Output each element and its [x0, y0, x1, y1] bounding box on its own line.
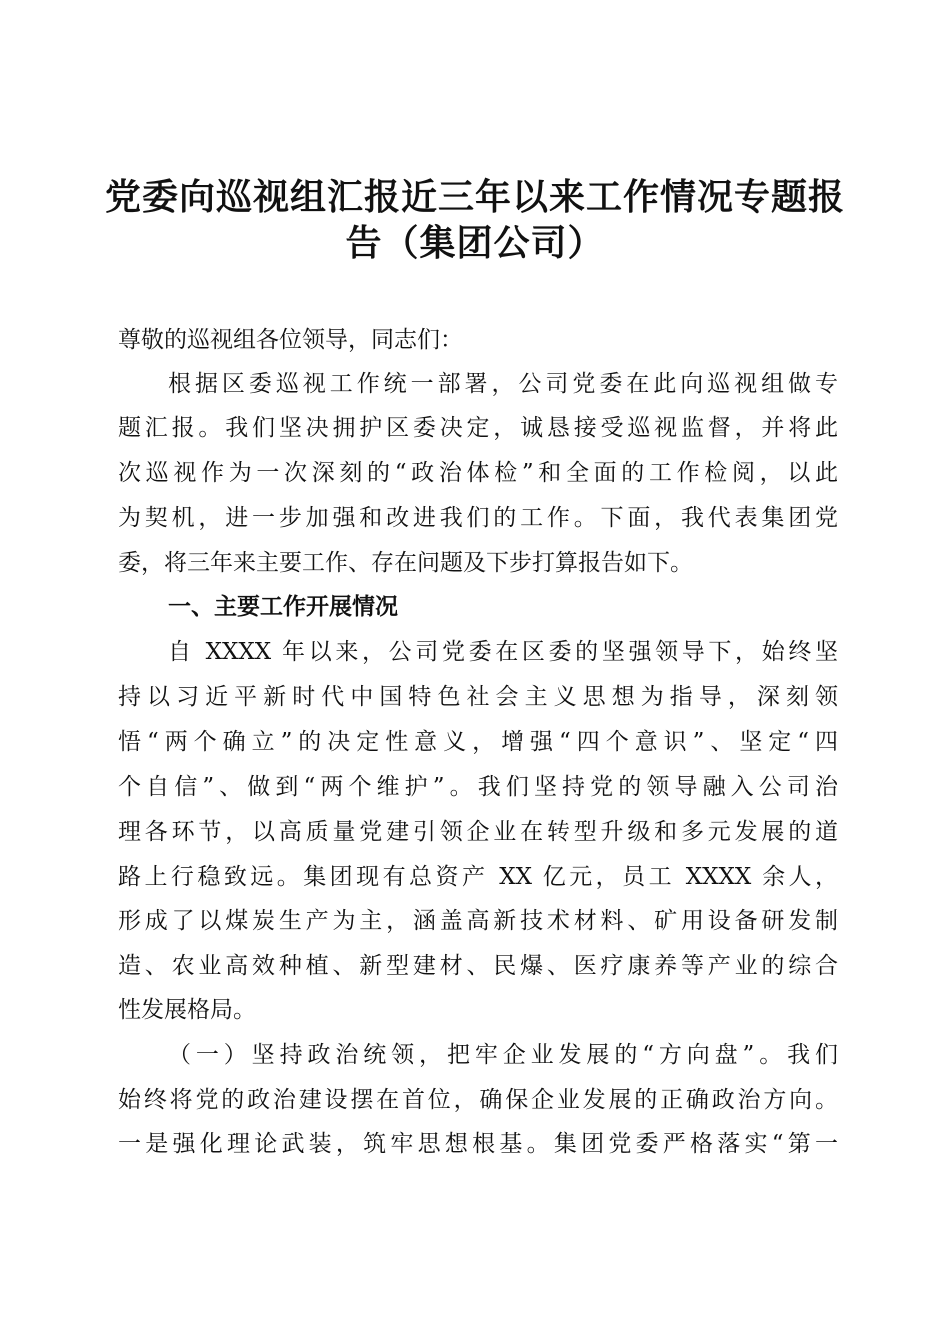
section-body-line: 个自信”、做到“两个维护”。我们坚持党的领导融入公司治 — [118, 774, 838, 800]
intro-line: 次巡视作为一次深刻的“政治体检”和全面的工作检阅，以此 — [118, 460, 838, 486]
section-body-line: 造、农业高效种植、新型建材、民爆、医疗康养等产业的综合 — [118, 953, 838, 979]
section-body-line: 持以习近平新时代中国特色社会主义思想为指导，深刻领 — [118, 684, 838, 710]
intro-line: 为契机，进一步加强和改进我们的工作。下面，我代表集团党 — [118, 505, 838, 531]
intro-line: 委，将三年来主要工作、存在问题及下步打算报告如下。 — [118, 550, 693, 576]
section-heading: 一、主要工作开展情况 — [168, 594, 398, 620]
document-title-line-1: 党委向巡视组汇报近三年以来工作情况专题报 — [104, 177, 845, 218]
intro-line: 根据区委巡视工作统一部署，公司党委在此向巡视组做专 — [168, 371, 838, 397]
section-body-line: 性发展格局。 — [118, 997, 256, 1023]
section-body-line: 悟“两个确立”的决定性意义，增强“四个意识”、坚定“四 — [118, 729, 838, 755]
subsection-body-line: （一）坚持政治统领，把牢企业发展的“方向盘”。我们 — [168, 1042, 838, 1068]
section-body-line: 理各环节，以高质量党建引领企业在转型升级和多元发展的道 — [118, 819, 838, 845]
subsection-body-line: 一是强化理论武装，筑牢思想根基。集团党委严格落实“第一 — [118, 1131, 838, 1157]
salutation: 尊敬的巡视组各位领导，同志们： — [118, 327, 463, 353]
section-body-line: 路上行稳致远。集团现有总资产 XX 亿元，员工 XXXX 余人， — [118, 864, 838, 890]
section-body-line: 形成了以煤炭生产为主，涵盖高新技术材料、矿用设备研发制 — [118, 908, 838, 934]
document-title-line-2: 告（集团公司） — [345, 223, 605, 264]
section-body-line: 自 XXXX 年以来，公司党委在区委的坚强领导下，始终坚 — [168, 639, 838, 665]
subsection-body-line: 始终将党的政治建设摆在首位，确保企业发展的正确政治方向。 — [118, 1087, 838, 1113]
intro-line: 题汇报。我们坚决拥护区委决定，诚恳接受巡视监督，并将此 — [118, 415, 838, 441]
